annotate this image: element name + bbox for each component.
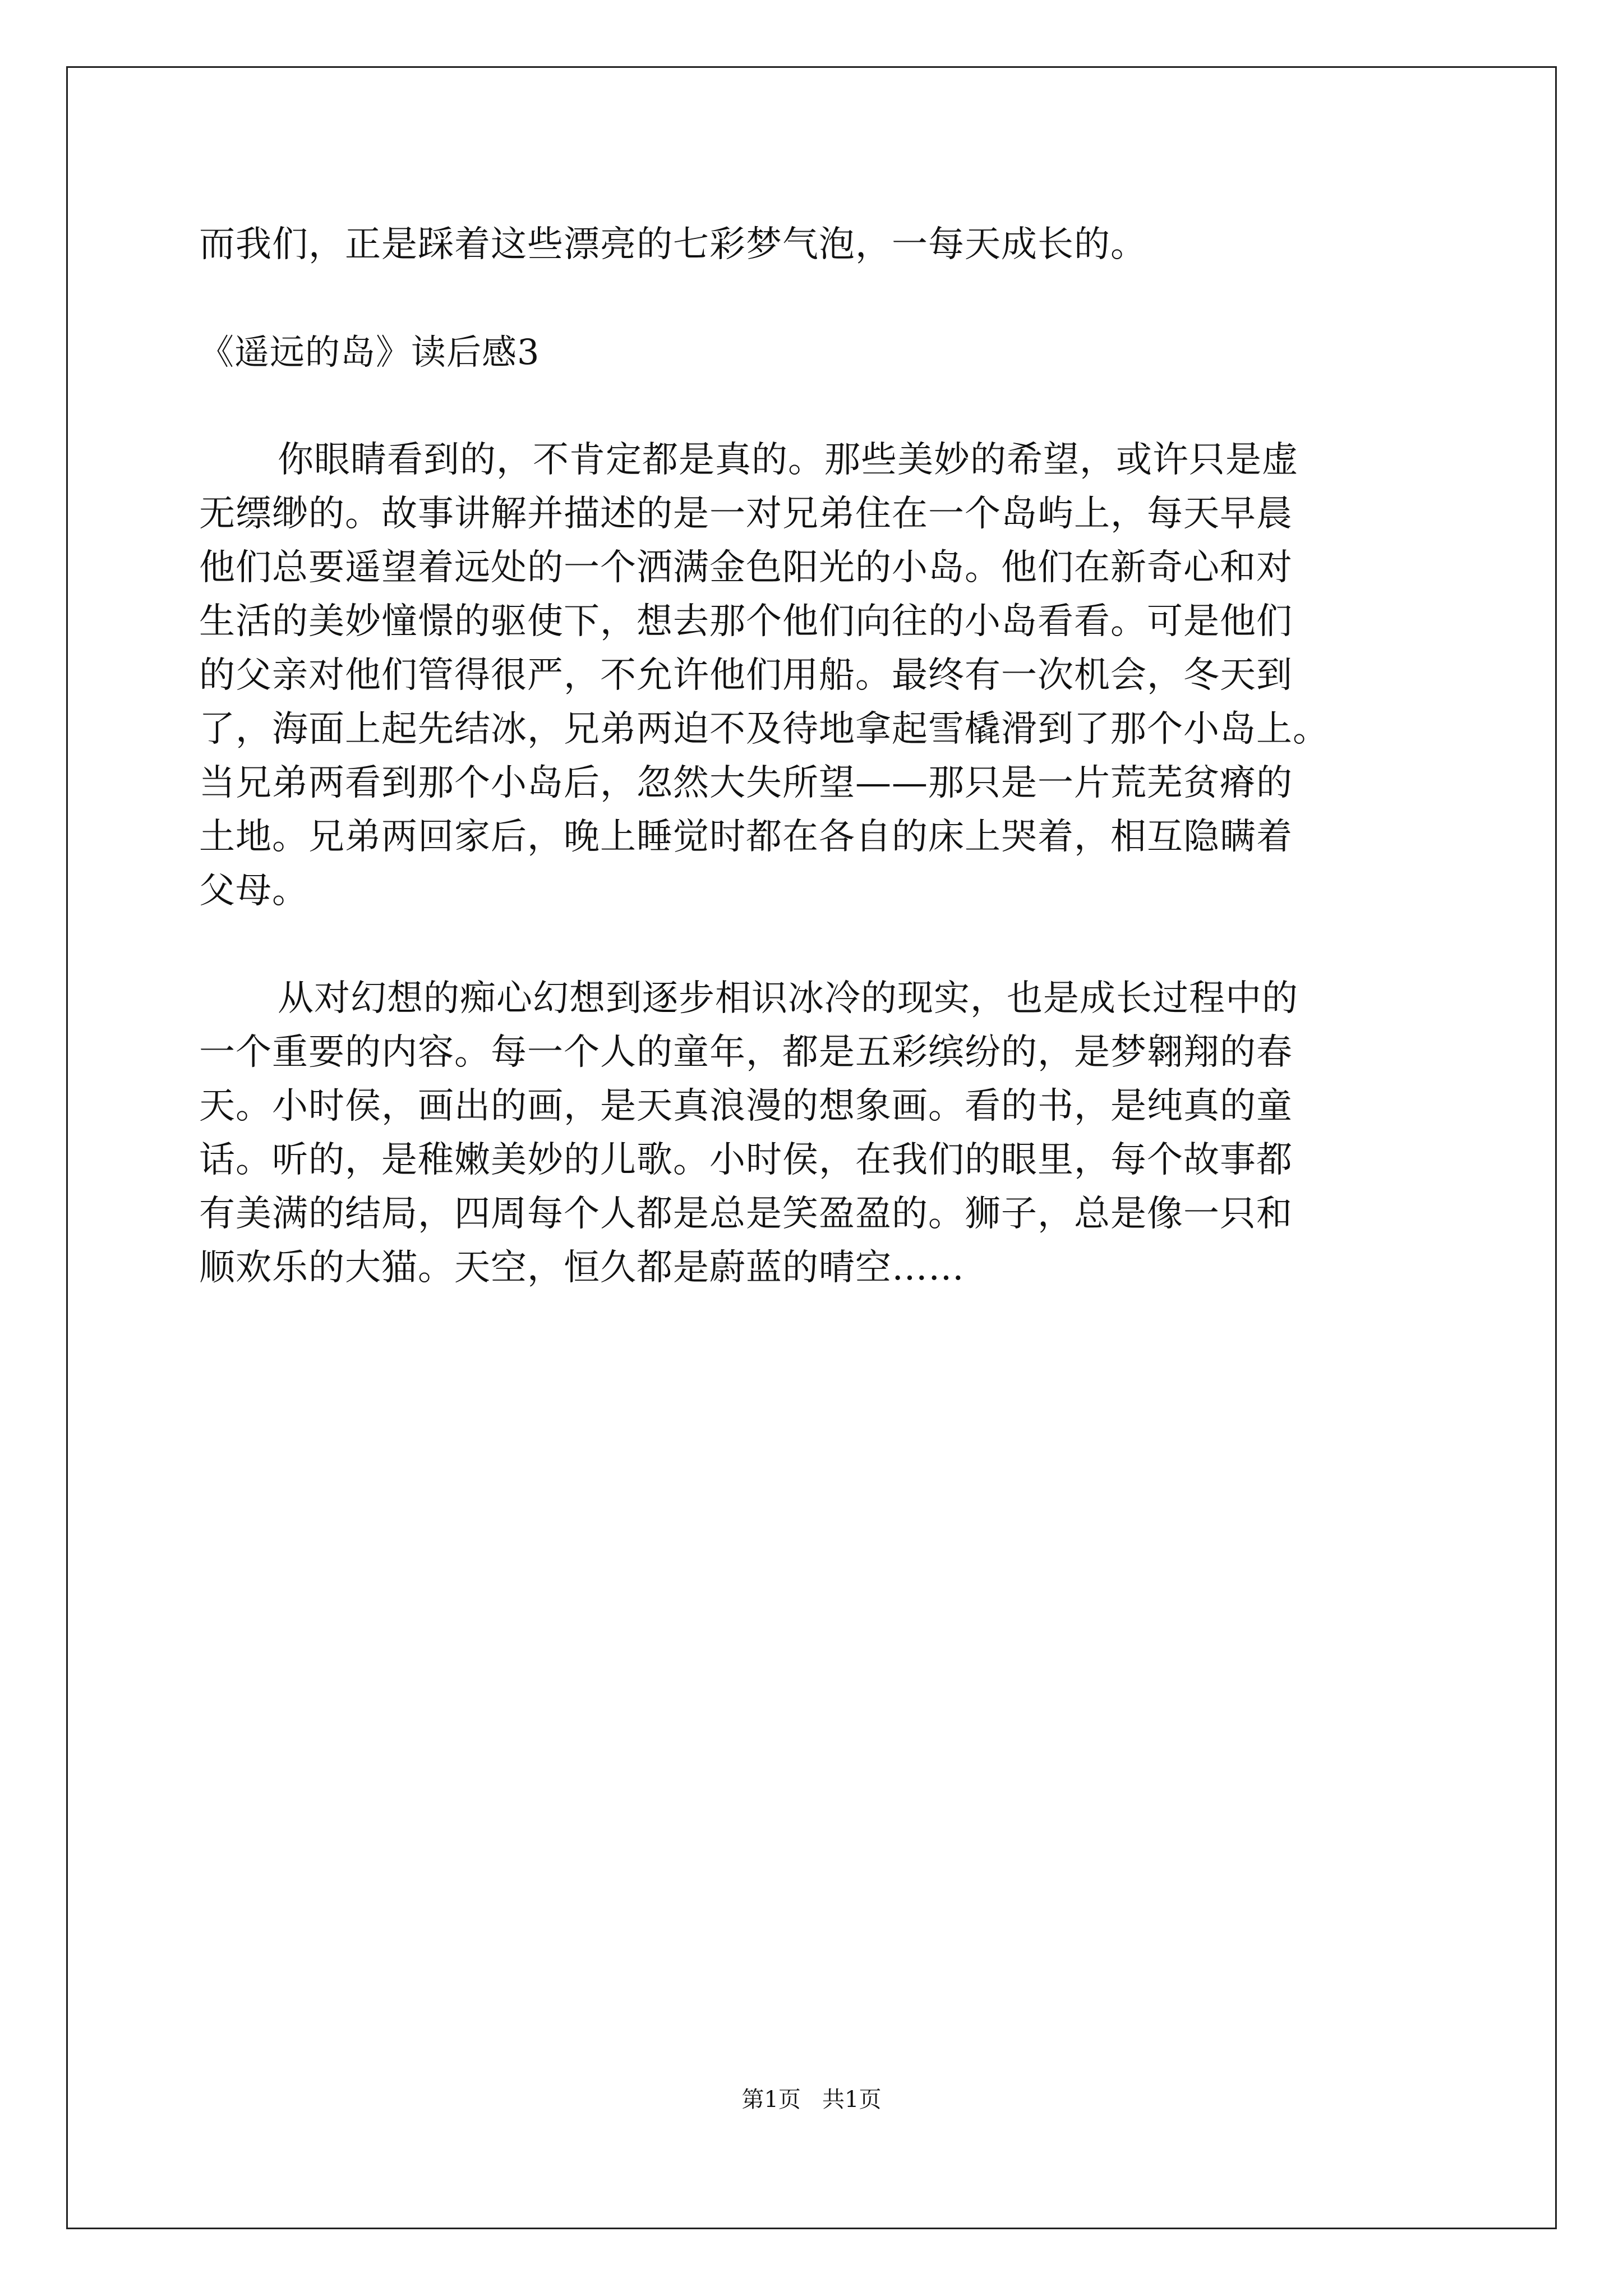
paragraph-line: 顺欢乐的大猫。天空，恒久都是蔚蓝的晴空……	[199, 1247, 965, 1289]
paragraph-line: 你眼睛看到的，不肯定都是真的。那些美妙的希望，或许只是虚	[278, 439, 1298, 481]
paragraph-line: 他们总要遥望着远处的一个洒满金色阳光的小岛。他们在新奇心和对	[199, 547, 1293, 588]
paragraph-line: 生活的美妙憧憬的驱使下，想去那个他们向往的小岛看看。可是他们	[199, 601, 1293, 642]
paragraph-line: 话。听的，是稚嫩美妙的儿歌。小时侯，在我们的眼里，每个故事都	[199, 1139, 1293, 1181]
paragraph-line: 一个重要的内容。每一个人的童年，都是五彩缤纷的，是梦翱翔的春	[199, 1032, 1293, 1073]
intro-line: 而我们，正是踩着这些漂亮的七彩梦气泡，一每天成长的。	[199, 224, 1147, 265]
paragraph-1	[199, 433, 1433, 918]
paragraph-2	[199, 972, 1433, 1295]
paragraph-line: 父母。	[199, 870, 308, 912]
page-footer: 第1页 共1页	[741, 2087, 882, 2113]
paragraph-line: 从对幻想的痴心幻想到逐步相识冰冷的现实，也是成长过程中的	[278, 978, 1298, 1019]
paragraph-line: 土地。兄弟两回家后，晚上睡觉时都在各自的床上哭着，相互隐瞒着	[199, 816, 1293, 858]
paragraph-line: 有美满的结局，四周每个人都是总是笑盈盈的。狮子，总是像一只和	[199, 1193, 1293, 1235]
essay-heading: 《遥远的岛》读后感3	[199, 332, 540, 372]
paragraph-line: 当兄弟两看到那个小岛后，忽然大失所望——那只是一片荒芜贫瘠的	[199, 762, 1293, 804]
paragraph-line: 天。小时侯，画出的画，是天真浪漫的想象画。看的书，是纯真的童	[199, 1085, 1293, 1127]
paragraph-line: 了，海面上起先结冰，兄弟两迫不及待地拿起雪橇滑到了那个小岛上。	[199, 708, 1329, 750]
document-body	[199, 218, 1433, 1295]
paragraph-line: 无缥缈的。故事讲解并描述的是一对兄弟住在一个岛屿上，每天早晨	[199, 493, 1293, 535]
paragraph-line: 的父亲对他们管得很严，不允许他们用船。最终有一次机会，冬天到	[199, 655, 1293, 696]
